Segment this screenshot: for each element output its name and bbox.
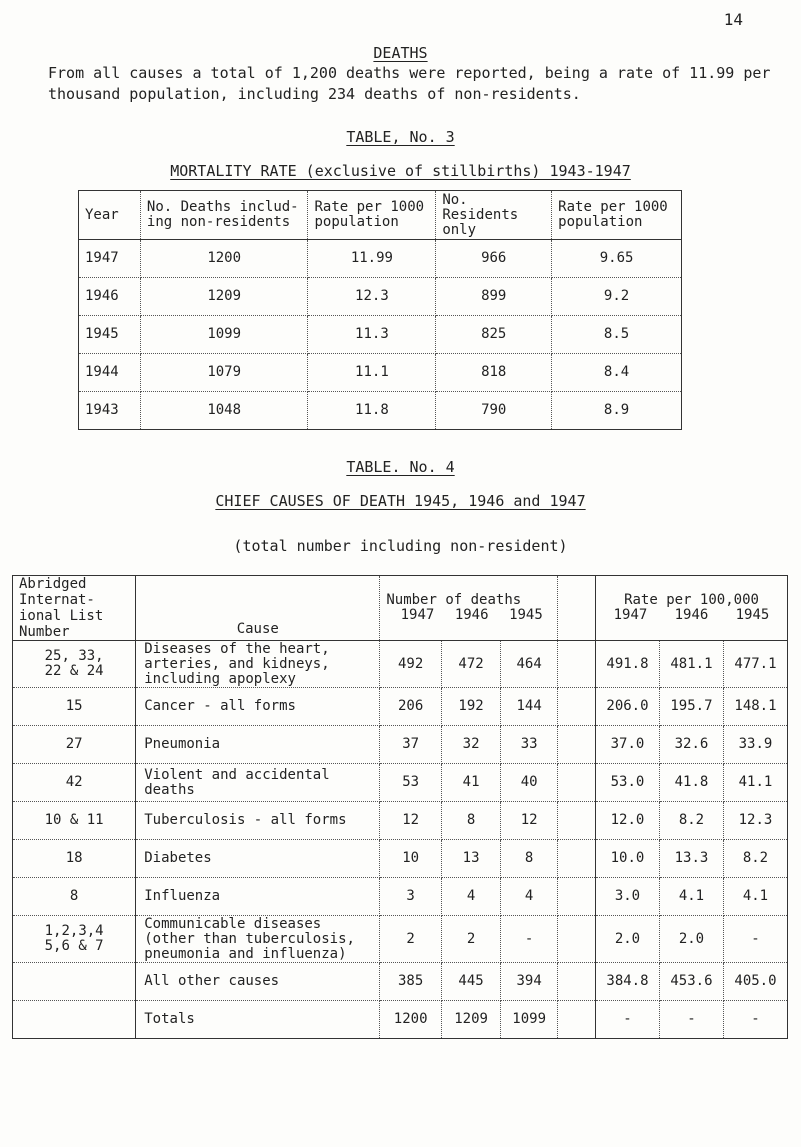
header-cell: No. Deaths includ- ing non-residents: [140, 191, 308, 240]
gap-cell: [558, 764, 596, 802]
list-number-cell: 18: [13, 840, 136, 878]
deaths-cell: 10: [380, 840, 442, 878]
list-number-cell: [13, 1001, 136, 1039]
intro-paragraph: From all causes a total of 1,200 deaths were reported, being a rate of 11.99 per thousand population, including 234 deaths of non-residents.: [48, 64, 771, 103]
cause-cell: Cancer - all forms: [136, 688, 380, 726]
deaths-cell: 144: [501, 688, 558, 726]
rate-header-label: Rate per 100,000: [624, 592, 759, 608]
rate-cell: -: [723, 916, 787, 963]
table-header-row: [13, 576, 788, 641]
year-label: 1945: [509, 607, 543, 623]
rate-cell: 4.1: [723, 878, 787, 916]
cause-cell: Influenza: [136, 878, 380, 916]
table-cell: 818: [436, 354, 552, 392]
rate-cell: 453.6: [659, 963, 723, 1001]
header-cell-rate: [595, 576, 787, 641]
header-cell-deaths: [380, 576, 558, 641]
year-label: 1945: [735, 607, 770, 623]
table-cell: 1048: [140, 392, 308, 430]
rate-cell: 2.0: [659, 916, 723, 963]
table-cell: 8.5: [552, 316, 682, 354]
deaths-cell: 12: [501, 802, 558, 840]
table-cell: 966: [436, 240, 552, 278]
table-cell: 12.3: [308, 278, 436, 316]
deaths-cell: 464: [501, 641, 558, 688]
table-row: [13, 802, 788, 840]
deaths-cell: 1209: [441, 1001, 500, 1039]
table-cell: 8.9: [603, 402, 630, 418]
table-cell: 9.2: [552, 278, 682, 316]
table-cell: 1946: [79, 278, 141, 316]
deaths-year-labels: [386, 608, 557, 623]
gap-cell: [558, 840, 596, 878]
table-row: [13, 840, 788, 878]
gap-cell: [558, 802, 596, 840]
deaths-cell: 492: [380, 641, 442, 688]
table-row: [79, 316, 682, 354]
table4-label: TABLE. No. 4: [346, 458, 455, 476]
table-cell: 1944: [79, 354, 141, 392]
rate-cell: 13.3: [659, 840, 723, 878]
cause-cell: Pneumonia: [136, 726, 380, 764]
table-cell: 1209: [140, 278, 308, 316]
table-cell: 1099: [140, 316, 308, 354]
deaths-cell: 2: [380, 916, 442, 963]
deaths-cell: 2: [441, 916, 500, 963]
table4-title: CHIEF CAUSES OF DEATH 1945, 1946 and 1947: [215, 492, 586, 510]
table-cell: 9.65: [552, 240, 682, 278]
list-number-cell: 27: [13, 726, 136, 764]
rate-cell: 4.1: [659, 878, 723, 916]
rate-cell: 2.0: [595, 916, 659, 963]
rate-cell: 8.2: [723, 840, 787, 878]
list-number-cell: 42: [13, 764, 136, 802]
cause-cell: All other causes: [136, 963, 380, 1001]
year-label: 1947: [400, 607, 435, 623]
cause-cell: Diseases of the heart, arteries, and kidneys, including apoplexy: [136, 641, 380, 688]
deaths-cell: 472: [441, 641, 500, 688]
table-row: [79, 278, 682, 316]
section-title: DEATHS: [373, 44, 428, 62]
deaths-cell: 32: [441, 726, 500, 764]
list-number-cell: 15: [13, 688, 136, 726]
list-number-cell: [13, 963, 136, 1001]
rate-cell: 206.0: [595, 688, 659, 726]
rate-cell: 12.3: [723, 802, 787, 840]
cause-cell: Tuberculosis - all forms: [136, 802, 380, 840]
table3-title: MORTALITY RATE (exclusive of stillbirths) 1943-1947: [170, 162, 631, 180]
header-cell: No. Residents only: [436, 191, 552, 240]
rate-cell: 12.0: [595, 802, 659, 840]
table-cell: 1079: [140, 354, 308, 392]
rate-cell: 477.1: [723, 641, 787, 688]
rate-cell: -: [595, 1001, 659, 1039]
table-cell: 825: [436, 316, 552, 354]
deaths-cell: 4: [441, 878, 500, 916]
year-label: 1947: [613, 607, 648, 623]
deaths-cell: 1200: [380, 1001, 442, 1039]
deaths-cell: 12: [380, 802, 442, 840]
rate-cell: 10.0: [595, 840, 659, 878]
table-cell: 11.1: [308, 354, 436, 392]
deaths-cell: 41: [441, 764, 500, 802]
table4-note: (total number including non-resident): [233, 537, 568, 555]
rate-cell: 8.2: [659, 802, 723, 840]
rate-cell: 41.1: [723, 764, 787, 802]
rate-cell: 405.0: [723, 963, 787, 1001]
table-row: [13, 1001, 788, 1039]
table-cell: 11.99: [308, 240, 436, 278]
cause-cell: Totals: [136, 1001, 380, 1039]
table-header-row: [79, 191, 682, 240]
header-cell-cause: Cause: [136, 576, 380, 641]
deaths-cell: 206: [380, 688, 442, 726]
table-row: [13, 916, 788, 963]
deaths-cell: 37: [380, 726, 442, 764]
header-cell: Rate per 1000 population: [552, 191, 682, 240]
table-row: [13, 878, 788, 916]
table-cell: 1200: [140, 240, 308, 278]
rate-cell: 32.6: [659, 726, 723, 764]
table-row: [13, 688, 788, 726]
table-row: [13, 963, 788, 1001]
deaths-cell: 394: [501, 963, 558, 1001]
gap-cell: [558, 726, 596, 764]
rate-cell: 491.8: [595, 641, 659, 688]
deaths-cell: 445: [441, 963, 500, 1001]
table-row: [79, 392, 682, 430]
rate-cell: 53.0: [595, 764, 659, 802]
table-cell: 1945: [79, 316, 141, 354]
rate-cell: 384.8: [595, 963, 659, 1001]
header-gap: [558, 576, 596, 641]
deaths-cell: 33: [501, 726, 558, 764]
table-cell: 8.4: [552, 354, 682, 392]
list-number-cell: 8: [13, 878, 136, 916]
deaths-cell: 1099: [501, 1001, 558, 1039]
rate-cell: 41.8: [659, 764, 723, 802]
header-cell-code: Abridged Internat- ional List Number: [13, 576, 136, 641]
cause-cell: Violent and accidental deaths: [136, 764, 380, 802]
gap-cell: [558, 688, 596, 726]
table-cell: 11.8: [308, 392, 436, 430]
deaths-cell: 40: [501, 764, 558, 802]
deaths-cell: 4: [501, 878, 558, 916]
cause-cell: Diabetes: [136, 840, 380, 878]
table-row: [79, 354, 682, 392]
list-number-cell: 25, 33, 22 & 24: [13, 641, 136, 688]
rate-cell: -: [659, 1001, 723, 1039]
rate-year-labels: [596, 608, 787, 623]
header-cell: Rate per 1000 population: [308, 191, 436, 240]
gap-cell: [558, 878, 596, 916]
deaths-header-label: Number of deaths: [386, 592, 522, 608]
table-row: [79, 240, 682, 278]
rate-cell: 3.0: [595, 878, 659, 916]
rate-cell: 148.1: [723, 688, 787, 726]
rate-cell: -: [723, 1001, 787, 1039]
rate-cell: 481.1: [659, 641, 723, 688]
year-label: 1946: [454, 607, 489, 623]
page-number: 14: [723, 10, 743, 29]
table-cell: 11.3: [308, 316, 436, 354]
cause-cell: Communicable diseases (other than tuberculosis, pneumonia and influenza): [136, 916, 380, 963]
table-row: [13, 641, 788, 688]
header-cell: Year: [79, 191, 141, 240]
deaths-cell: 192: [441, 688, 500, 726]
rate-cell: 37.0: [595, 726, 659, 764]
table3-label: TABLE, No. 3: [346, 128, 455, 146]
gap-cell: [558, 1001, 596, 1039]
deaths-cell: -: [501, 916, 558, 963]
table-cell: 899: [436, 278, 552, 316]
table-cell: 790: [436, 392, 552, 430]
list-number-cell: 1,2,3,4 5,6 & 7: [13, 916, 136, 963]
causes-of-death-table: [12, 575, 788, 1039]
deaths-cell: 385: [380, 963, 442, 1001]
gap-cell: [558, 916, 596, 963]
rate-cell: 195.7: [659, 688, 723, 726]
year-label: 1946: [674, 607, 709, 623]
gap-cell: [558, 963, 596, 1001]
table-cell: 1947: [79, 240, 141, 278]
deaths-cell: 8: [501, 840, 558, 878]
table-row: [13, 764, 788, 802]
list-number-cell: 10 & 11: [13, 802, 136, 840]
deaths-cell: 3: [380, 878, 442, 916]
deaths-cell: 8: [441, 802, 500, 840]
deaths-cell: 13: [441, 840, 500, 878]
gap-cell: [558, 641, 596, 688]
rate-cell: 33.9: [723, 726, 787, 764]
mortality-rate-table: [78, 190, 682, 430]
table-row: [13, 726, 788, 764]
table-cell: 1943: [79, 392, 141, 430]
deaths-cell: 53: [380, 764, 442, 802]
